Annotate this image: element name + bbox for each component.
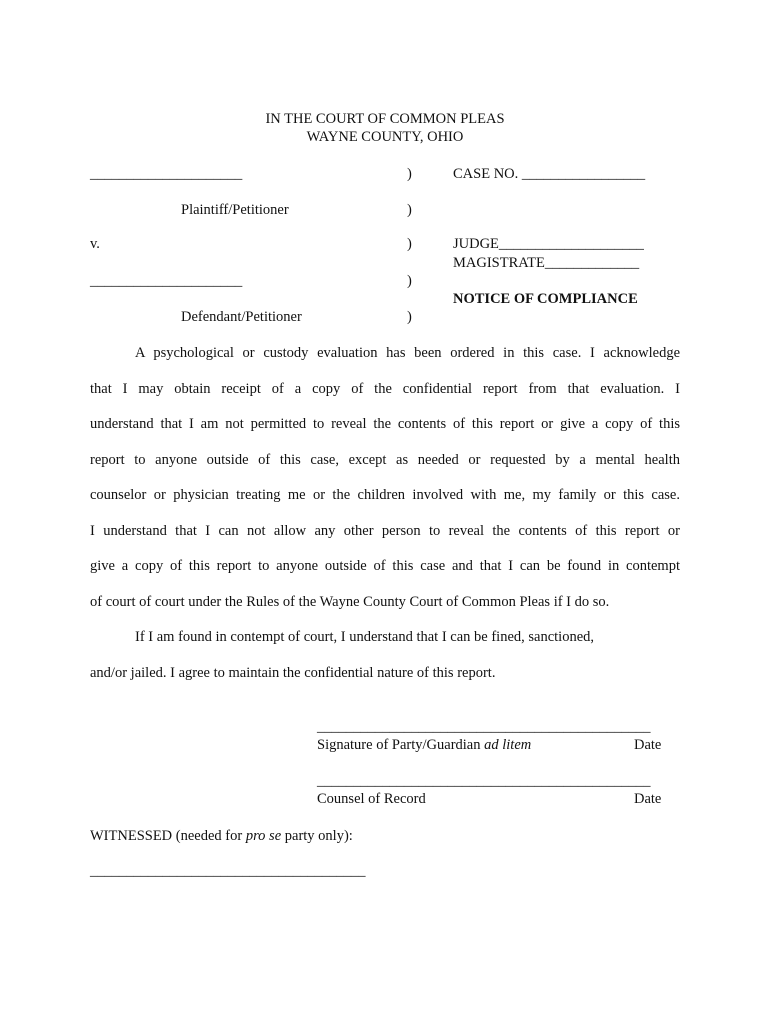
paragraph-2 bbox=[90, 620, 650, 691]
versus-label: v. bbox=[90, 236, 100, 252]
magistrate-field: MAGISTRATE_____________ bbox=[453, 255, 640, 271]
party-date-label: Date bbox=[634, 737, 662, 753]
defendant-blank: _____________________ bbox=[90, 273, 243, 289]
party-label-text: Signature of Party/Guardian bbox=[317, 737, 485, 753]
case-number-field: CASE NO. _________________ bbox=[453, 166, 646, 182]
judge-field: JUDGE____________________ bbox=[453, 236, 644, 252]
ad-litem-text: ad litem bbox=[484, 737, 532, 753]
paragraph-line: that I may obtain receipt of a copy of the confidential report from that evaluation. I bbox=[90, 380, 680, 397]
paragraph-line: I understand that I can not allow any other person to reveal the contents of this report or bbox=[90, 522, 680, 539]
party-signature-label bbox=[317, 737, 531, 754]
paragraph-line: report to anyone outside of this case, except as needed or requested by a mental health bbox=[90, 451, 680, 468]
paragraph-line: A psychological or custody evaluation has been ordered in this case. I acknowledge bbox=[135, 345, 680, 361]
counsel-date-label: Date bbox=[634, 791, 662, 807]
counsel-signature-line: ______________________________________________ bbox=[317, 773, 651, 789]
paragraph-line: and/or jailed. I agree to maintain the confidential nature of this report. bbox=[90, 664, 496, 681]
paragraph-line: give a copy of this report to anyone outside of this case and that I can be found in contempt bbox=[90, 558, 680, 574]
paragraph-line: of court of court under the Rules of the Wayne County Court of Common Pleas if I do so. bbox=[90, 593, 610, 610]
paragraph-line: counselor or physician treating me or the children involved with me, my family or this case. bbox=[90, 487, 680, 503]
witnessed-label bbox=[90, 828, 353, 845]
witnessed-prefix: WITNESSED (needed for bbox=[90, 828, 246, 844]
party-signature-line: ______________________________________________ bbox=[317, 719, 651, 735]
caption-paren: ) bbox=[407, 309, 412, 325]
counsel-label: Counsel of Record bbox=[317, 791, 426, 807]
caption-paren: ) bbox=[407, 273, 412, 289]
caption-paren: ) bbox=[407, 166, 412, 182]
witness-signature-line: ______________________________________ bbox=[90, 863, 366, 879]
paragraph-1 bbox=[90, 336, 680, 620]
defendant-label: Defendant/Petitioner bbox=[181, 309, 302, 325]
plaintiff-blank: _____________________ bbox=[90, 166, 243, 182]
caption-paren: ) bbox=[407, 236, 412, 252]
plaintiff-label: Plaintiff/Petitioner bbox=[181, 202, 289, 218]
paragraph-line: If I am found in contempt of court, I understand that I can be fined, sanctioned, bbox=[135, 629, 595, 645]
court-title: IN THE COURT OF COMMON PLEAS bbox=[265, 111, 505, 127]
witnessed-suffix: party only): bbox=[281, 828, 353, 844]
paragraph-line: understand that I am not permitted to reveal the contents of this report or give a copy of this bbox=[90, 416, 680, 432]
county-title: WAYNE COUNTY, OHIO bbox=[306, 129, 464, 145]
caption-paren: ) bbox=[407, 202, 412, 218]
notice-title: NOTICE OF COMPLIANCE bbox=[453, 291, 638, 307]
pro-se-text: pro se bbox=[245, 828, 282, 844]
